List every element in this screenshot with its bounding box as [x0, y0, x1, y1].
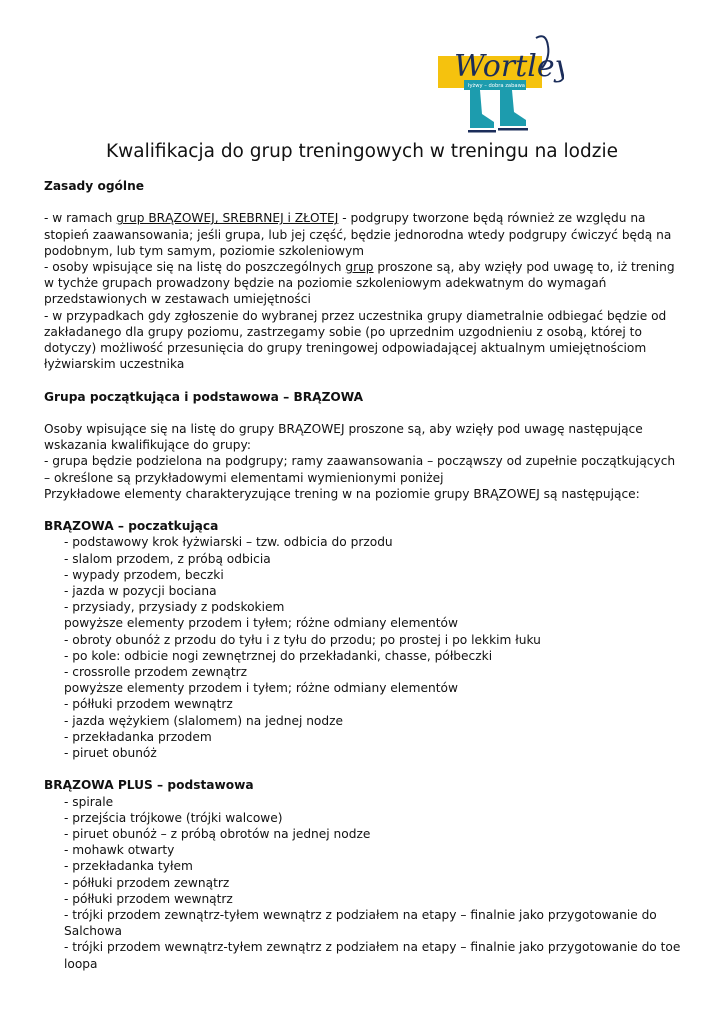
- document-body: [44, 178, 684, 972]
- wortley-logo: [436, 20, 564, 138]
- list-item: - przejścia trójkowe (trójki walcowe): [64, 810, 283, 825]
- page-title: Kwalifikacja do grup treningowych w treningu na lodzie: [106, 141, 618, 162]
- list-item: - obroty obunóż z przodu do tyłu i z tyłu do przodu; po prostej i po lekkim łuku: [64, 632, 541, 647]
- list-item: - trójki przodem wewnątrz-tyłem zewnątrz z podziałem na etapy – finalnie jako przygotowanie do toe loopa: [64, 940, 681, 971]
- list-item: - półłuki przodem zewnątrz: [64, 875, 230, 890]
- general-rule-1: - w ramach grup BRĄZOWEJ, SREBRNEJ i ZŁOTEJ - podgrupy tworzone będą również ze względu na stopień zaawansowania; jeśli grupa, lub jej część, będzie jednorodna wtedy podgrupy ćwiczyć będą na podobnym, lub tym samym, poziomie szkoleniowym: [44, 211, 672, 258]
- general-rule-3: - w przypadkach gdy zgłoszenie do wybranej przez uczestnika grupy diametralnie odbiegać będzie od zakładanego dla grupy poziomu, zastrzegamy sobie (po uprzednim uzgodnieniu z osobą, której to dotyczy) możliwość przesunięcia do grupy treningowej odpowiadającej aktualnym umiejętnościom łyżwiarskim uczestnika: [44, 308, 667, 372]
- beginner-heading: BRĄZOWA – poczatkująca: [44, 519, 219, 534]
- list-item: - spirale: [64, 794, 114, 809]
- list-item: - mohawk otwarty: [64, 843, 175, 858]
- general-rules-heading: Zasady ogólne: [44, 179, 145, 193]
- list-item: - przysiady, przysiady z podskokiem: [64, 600, 285, 615]
- brown-intro-1: Osoby wpisujące się na listę do grupy BRĄZOWEJ proszone są, aby wzięły pod uwagę następujące wskazania kwalifikujące do grupy:: [44, 422, 643, 453]
- list-item: - półłuki przodem wewnątrz: [64, 697, 233, 712]
- list-item: - jazda wężykiem (slalomem) na jednej nodze: [64, 713, 344, 728]
- list-item: - jazda w pozycji bociana: [64, 584, 217, 599]
- list-item: - trójki przodem zewnątrz-tyłem wewnątrz z podziałem na etapy – finalnie jako przygotowanie do Salchowa: [64, 908, 657, 939]
- list-item: - wypady przodem, beczki: [64, 567, 224, 582]
- brown-group-heading: Grupa początkująca i podstawowa – BRĄZOWA: [44, 389, 364, 404]
- logo-brand-text: Wortley: [454, 49, 564, 84]
- list-item: powyższe elementy przodem i tyłem; różne odmiany elementów: [64, 616, 458, 631]
- list-item: - podstawowy krok łyżwiarski – tzw. odbicia do przodu: [64, 535, 393, 550]
- list-item: - przekładanka tyłem: [64, 859, 193, 874]
- list-item: - piruet obunóż – z próbą obrotów na jednej nodze: [64, 827, 371, 842]
- list-item: - przekładanka przodem: [64, 729, 212, 744]
- logo-tagline: łyżwy – dobra zabawa: [468, 83, 525, 89]
- brown-intro-3: Przykładowe elementy charakteryzujące trening w na poziomie grupy BRĄZOWEJ są następujące:: [44, 486, 640, 501]
- brown-intro-2: - grupa będzie podzielona na podgrupy; ramy zaawansowania – począwszy od zupełnie początkujących – określone są przykładowymi elementami wymienionymi poniżej: [44, 454, 676, 485]
- list-item: - crossrolle przodem zewnątrz: [64, 665, 248, 680]
- list-item: - półłuki przodem wewnątrz: [64, 891, 233, 906]
- list-item: - slalom przodem, z próbą odbicia: [64, 551, 271, 566]
- basic-heading: BRĄZOWA PLUS – podstawowa: [44, 778, 254, 793]
- groups-link: grup BRĄZOWEJ, SREBRNEJ i ZŁOTEJ: [116, 211, 339, 226]
- list-item: powyższe elementy przodem i tyłem; różne odmiany elementów: [64, 681, 458, 696]
- list-item: - po kole: odbicie nogi zewnętrznej do przekładanki, chasse, półbeczki: [64, 648, 493, 663]
- list-item: - piruet obunóż: [64, 746, 157, 761]
- general-rule-2: - osoby wpisujące się na listę do poszczególnych grup proszone są, aby wzięły pod uwagę to, iż trening w tychże grupach prowadzony będzie na poziomie szkoleniowym adekwatnym do wymagań przedstawionych w zestawach umiejętności: [44, 260, 675, 307]
- group-link: grup: [345, 260, 374, 274]
